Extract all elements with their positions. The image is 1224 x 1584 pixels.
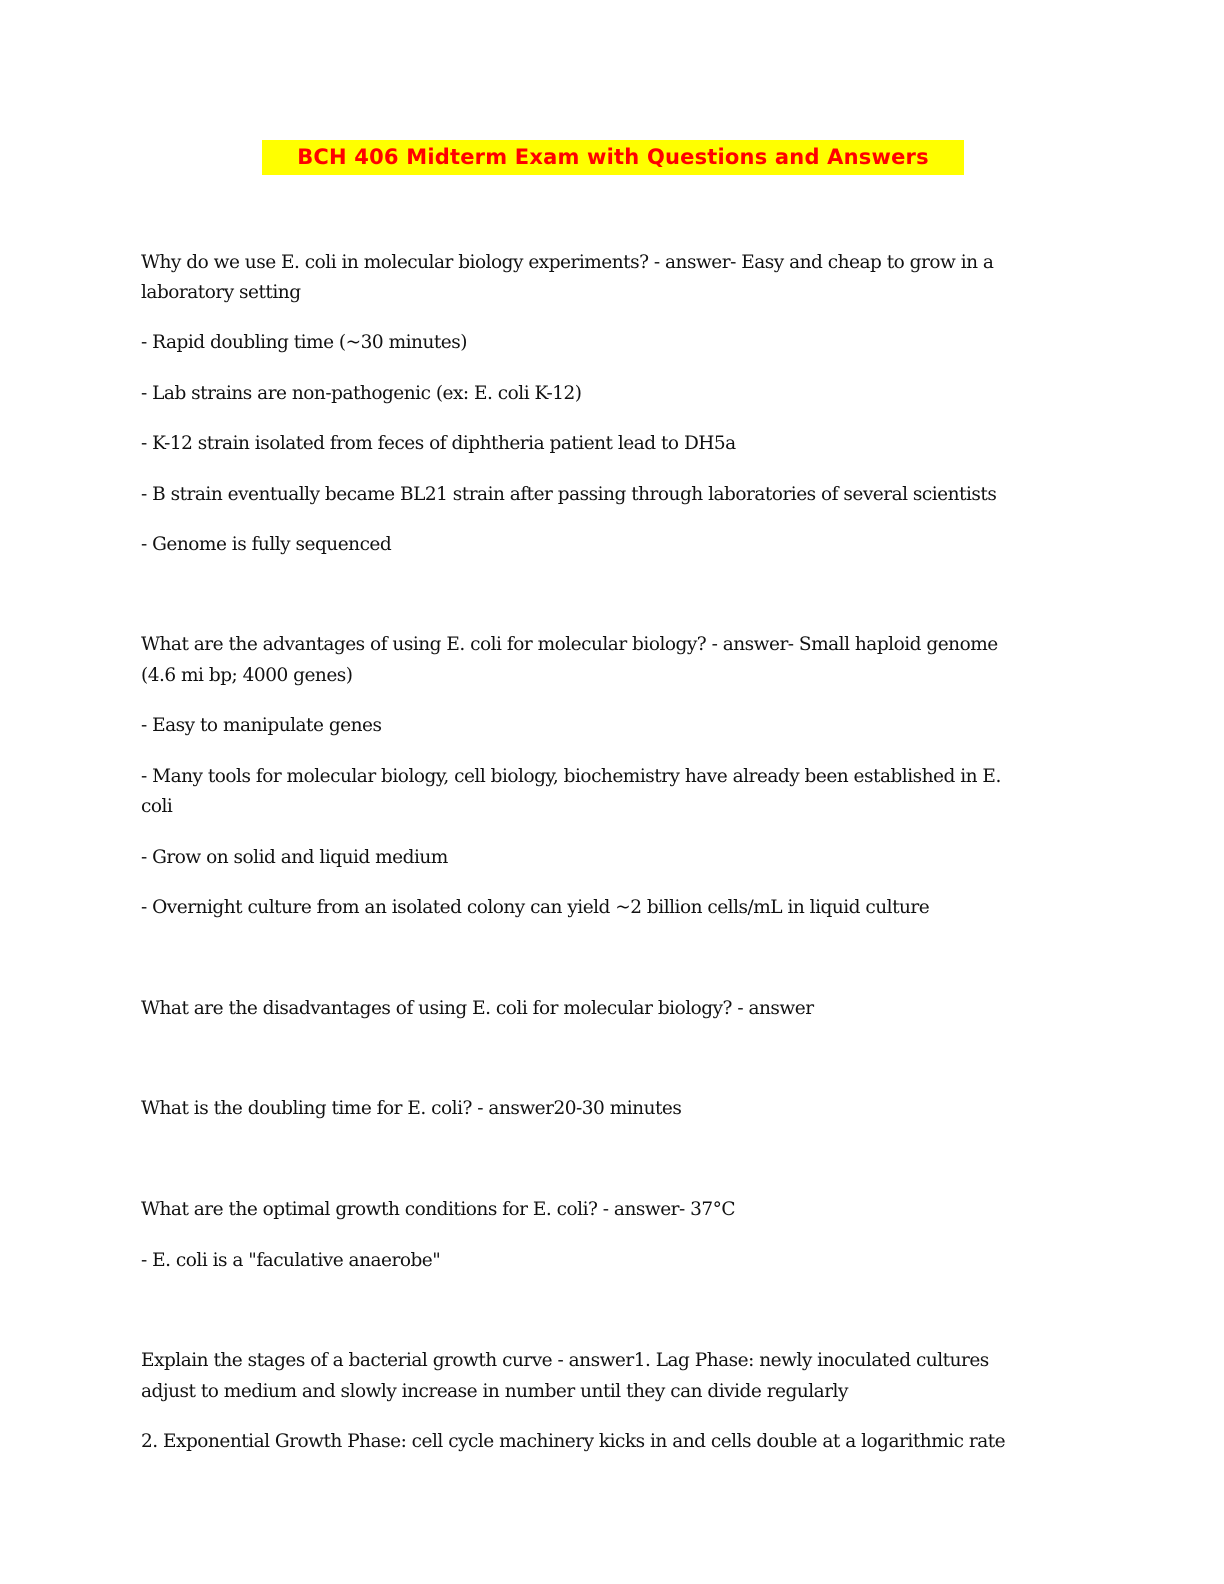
question-5-line-1: What are the optimal growth conditions for E. coli? - answer- 37°C	[141, 1199, 736, 1220]
question-1-bullet: - B strain eventually became BL21 strain after passing through laboratories of several scientists	[141, 484, 997, 505]
question-1-line-2: laboratory setting	[141, 282, 301, 303]
question-2-bullet-continued: coli	[141, 796, 173, 817]
title-highlight	[262, 140, 964, 175]
question-1-bullet: - Lab strains are non-pathogenic (ex: E. coli K-12)	[141, 383, 582, 404]
question-6-line-1: Explain the stages of a bacterial growth curve - answer1. Lag Phase: newly inoculated cultures	[141, 1350, 989, 1371]
question-2-bullet: - Grow on solid and liquid medium	[141, 847, 448, 868]
question-2-bullet: - Many tools for molecular biology, cell biology, biochemistry have already been established in E.	[141, 766, 1001, 787]
question-2-bullet: - Easy to manipulate genes	[141, 715, 382, 736]
question-3-line-1: What are the disadvantages of using E. coli for molecular biology? - answer	[141, 998, 814, 1019]
question-2-bullet: - Overnight culture from an isolated colony can yield ~2 billion cells/mL in liquid culture	[141, 897, 930, 918]
question-4-line-1: What is the doubling time for E. coli? - answer20-30 minutes	[141, 1098, 682, 1119]
question-1-bullet: - Rapid doubling time (~30 minutes)	[141, 332, 467, 353]
question-1-line-1: Why do we use E. coli in molecular biology experiments? - answer- Easy and cheap to grow in a	[141, 252, 994, 273]
question-2-line-2: (4.6 mi bp; 4000 genes)	[141, 665, 353, 686]
question-5-bullet: - E. coli is a "faculative anaerobe"	[141, 1250, 441, 1271]
question-1-bullet: - K-12 strain isolated from feces of diphtheria patient lead to DH5a	[141, 433, 736, 454]
page-title: BCH 406 Midterm Exam with Questions and Answers	[297, 145, 929, 169]
question-6-line-2: adjust to medium and slowly increase in number until they can divide regularly	[141, 1381, 848, 1402]
question-6-bullet: 2. Exponential Growth Phase: cell cycle machinery kicks in and cells double at a logarithmic rate	[141, 1431, 1006, 1452]
question-1-bullet: - Genome is fully sequenced	[141, 534, 392, 555]
question-2-line-1: What are the advantages of using E. coli for molecular biology? - answer- Small haploid genome	[141, 634, 998, 655]
